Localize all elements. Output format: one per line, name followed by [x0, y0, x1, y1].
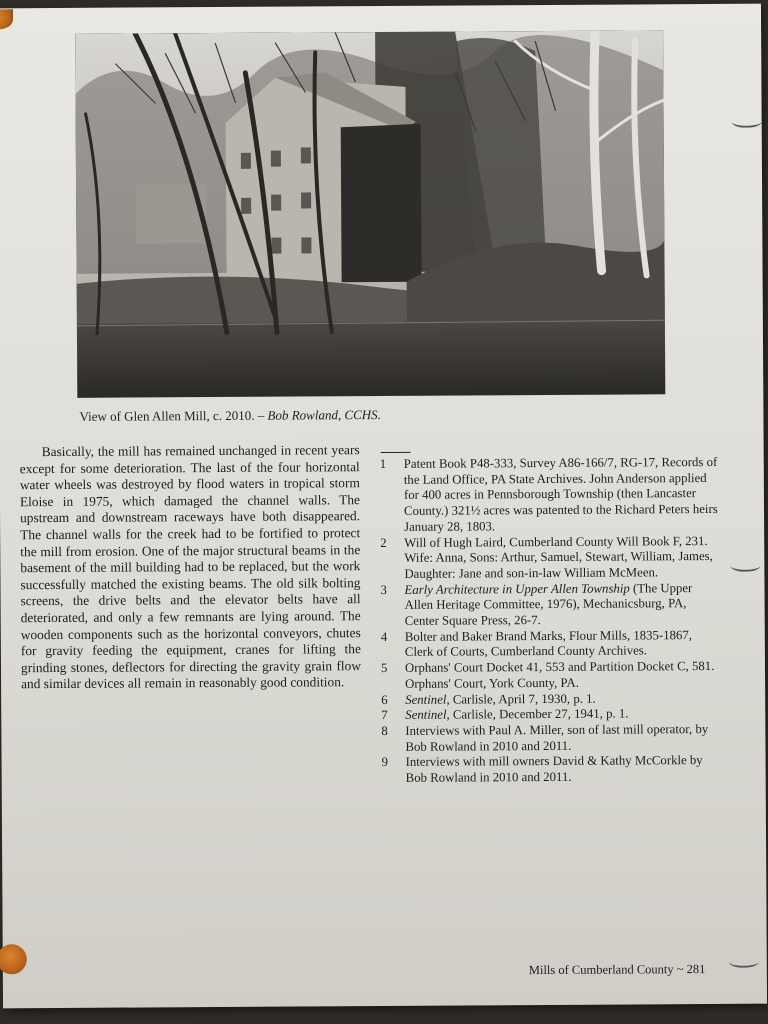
footnote [380, 455, 720, 536]
footnote-number: 1 [379, 456, 387, 472]
footnote-number: 7 [381, 708, 388, 723]
footnote-number: 9 [381, 755, 389, 770]
punch-hole-bottom [0, 944, 27, 974]
footnote-title: Early Architecture in Upper Allen Township [404, 581, 630, 597]
footnote [381, 659, 721, 692]
page-curl-mark [730, 560, 760, 572]
footnote-rule [381, 452, 411, 453]
body-paragraph: Basically, the mill has remained unchanged in recent years except for some deterioration. The last of the four horizontal water wheels was destroyed by flood waters in tropical storm Eloise in 1975, which damaged the channel walls. The upstream and downstream raceways have both disappeared. The channel walls for the creek had to be fortified to protect the mill from erosion. One of the major structural beams in the basement of the mill building had to be replaced, but the work successfully matched the existing beams. The old silk bolting screens, the drive belts and the elevator belts have all deteriorated, and only a few remnants are lying around. The wooden components such as the horizontal conveyors, chutes for gravity feeding the equipment, cranes for lifting the grinding stones, deflectors for directing the gravity grain flow and similar devices all remain in reasonably good condition. [19, 442, 362, 692]
mill-photo-graphic [75, 30, 665, 398]
page-curl-mark [729, 956, 759, 968]
footnote-text: Orphans' Court Docket 41, 553 and Partition Docket C, 581. Orphans' Court, York County, PA. [404, 659, 715, 691]
photo-caption [79, 407, 381, 425]
footnote [380, 533, 720, 582]
footnote-text: Interviews with mill owners David & Kathy McCorkle by Bob Rowland in 2010 and 2011. [405, 753, 703, 785]
footnote-number: 6 [381, 692, 388, 707]
footnote-title: Sentinel [405, 707, 447, 723]
punch-hole-top [0, 9, 13, 29]
footnote-text: Bolter and Baker Brand Marks, Flour Mills, 1835-1867, Clerk of Courts, Cumberland County Archives. [404, 627, 693, 660]
mill-photo [75, 30, 665, 398]
footnote-text: Patent Book P48-333, Survey A86-166/7, RG-17, Records of the Land Office, PA State Archives. John Anderson applied for 400 acres in Pennsborough Township (then Lancaster County.) 321½ acres was patented to the Richard Peters heirs January 28, 1803. [403, 454, 718, 534]
footnote-title: Sentinel [405, 692, 447, 707]
page-footer [529, 962, 706, 978]
footnotes-list [380, 455, 722, 787]
footnote-number: 2 [380, 535, 387, 550]
footnote-text: , Carlisle, December 27, 1941, p. 1. [446, 706, 629, 722]
footnote-text: Interviews with Paul A. Miller, son of last mill operator, by Bob Rowland in 2010 and 2011. [405, 721, 709, 754]
footnote-text-wrap [405, 706, 721, 724]
footnote-number: 8 [381, 723, 388, 738]
footnote-number: 3 [380, 582, 387, 597]
footnote-text-wrap [404, 581, 720, 630]
page-curl-mark [732, 116, 762, 128]
footnote [381, 722, 721, 755]
footnote-text: , Carlisle, April 7, 1930, p. 1. [446, 691, 596, 707]
caption-credit: Bob Rowland, CCHS. [267, 407, 381, 423]
footnote-text: (The Upper Allen Heritage Committee, 1976), Mechanicsburg, PA, Center Square Press, 26-7. [404, 580, 693, 628]
footnote [381, 628, 721, 661]
page-number: 281 [686, 962, 706, 977]
footer-separator: ~ [676, 962, 684, 977]
footer-title: Mills of Cumberland County [528, 962, 674, 978]
book-page [0, 4, 767, 1009]
footnote [382, 753, 722, 786]
footnote-text-wrap [405, 690, 721, 708]
caption-text: View of Glen Allen Mill, c. 2010. – [79, 407, 268, 424]
footnote-number: 4 [380, 629, 388, 644]
footnote-number: 5 [380, 661, 388, 676]
footnote [380, 581, 720, 630]
footnote-text: Will of Hugh Laird, Cumberland County Will Book F, 231. Wife: Anna, Sons: Arthur, Samuel, Stewart, William, James, Daughter: Jane and son-in-law William McMeen. [404, 533, 713, 581]
